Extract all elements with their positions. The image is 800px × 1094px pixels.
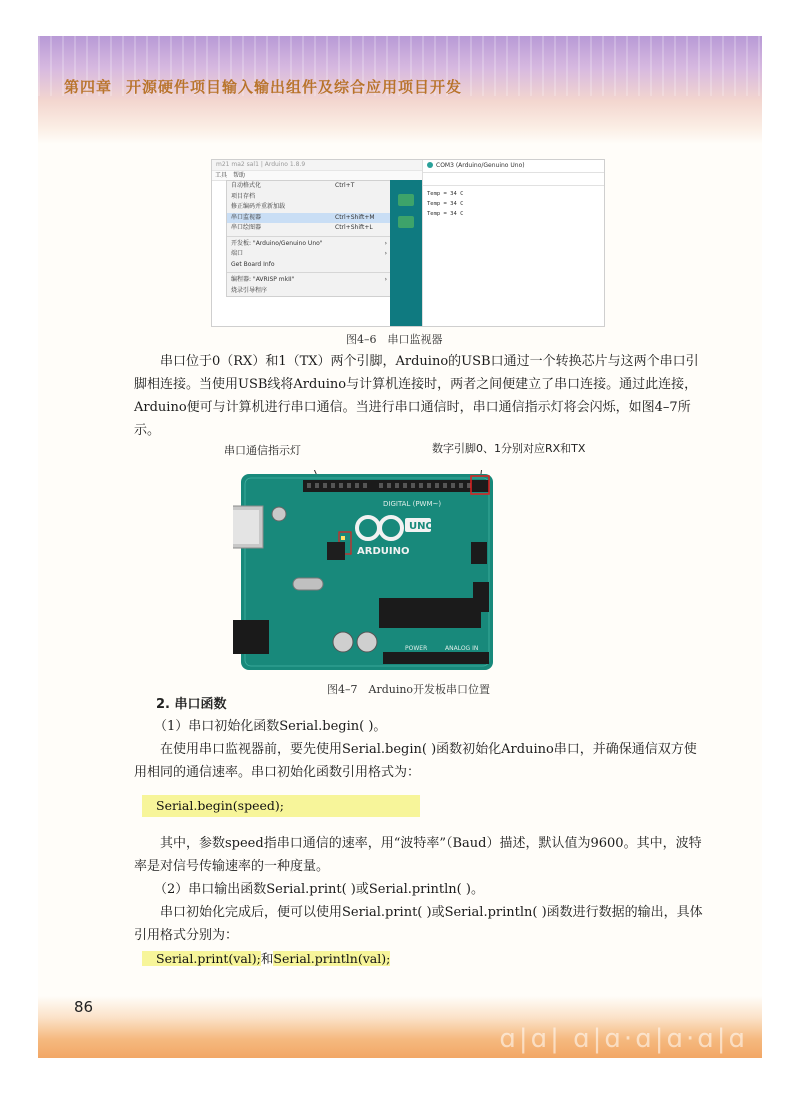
- item-heading: （2）串口输出函数Serial.print( )或Serial.println( )。: [154, 882, 484, 897]
- label-serial-led: 串口通信指示灯: [224, 444, 301, 457]
- arduino-uno-board: [233, 470, 501, 678]
- menu-item-label: Get Board Info: [231, 260, 275, 268]
- figure-4-7-caption: 图4–7 Arduino开发板串口位置: [327, 683, 491, 696]
- paragraph: 串口位于0（RX）和1（TX）两个引脚，Arduino的USB口通过一个转换芯片与这两个串口引脚相连接。当使用USB线将Arduino与计算机连接时，两者之间便建立了串口连接。通过此连接，Arduino便可与计算机进行串口通信。当进行串口通信时，串口通信指示灯将会闪烁，如图4–7所示。: [134, 354, 699, 438]
- running-header: [64, 76, 462, 97]
- menu-item-label: 开发板: "Arduino/Genuino Uno": [231, 239, 323, 247]
- dropdown-button[interactable]: [398, 216, 414, 228]
- paragraph: 在使用串口监视器前，要先使用Serial.begin( )函数初始化Arduino串口，并确保通信双方使用相同的通信速率。串口初始化函数引用格式为：: [134, 742, 697, 780]
- menu-help[interactable]: 帮助: [233, 172, 246, 179]
- menu-item-shortcut: Ctrl+Shift+L: [335, 224, 373, 231]
- serial-monitor-window: [423, 160, 604, 326]
- page-number: 86: [74, 998, 94, 1016]
- code-println: Serial.println(val);: [273, 951, 391, 966]
- page: [38, 36, 762, 1058]
- menu-item[interactable]: [227, 202, 391, 213]
- menu-item-label: 编程器: "AVRISP mkII": [231, 276, 295, 283]
- tools-dropdown-menu: [226, 180, 392, 297]
- paragraph: 串口初始化完成后，便可以使用Serial.print( )或Serial.println( )函数进行数据的输出，具体引用格式分别为：: [134, 905, 703, 943]
- section-heading: 2. 串口函数: [156, 697, 227, 712]
- menu-item-label: 自动格式化: [231, 182, 262, 189]
- board-digital-label: DIGITAL (PWM~): [383, 500, 442, 508]
- menu-item[interactable]: [227, 275, 391, 286]
- code-block: [142, 948, 391, 970]
- menu-tools[interactable]: 工具: [215, 172, 228, 179]
- monitor-line: Temp = 34 C: [427, 201, 464, 207]
- figure-4-6-caption: 图4–6 串口监视器: [346, 333, 443, 346]
- menu-item[interactable]: [227, 249, 391, 260]
- arduino-icon: [427, 162, 433, 168]
- submenu-arrow-icon: ›: [384, 250, 387, 257]
- menu-item-shortcut: Ctrl+T: [335, 182, 355, 189]
- menu-item-label: 修正编码并重新加载: [231, 203, 286, 210]
- menu-item[interactable]: [227, 223, 391, 234]
- label-rx-tx-pins: 数字引脚0、1分别对应RX和TX: [432, 442, 586, 455]
- serial-monitor-button[interactable]: [398, 194, 414, 206]
- menu-item[interactable]: [227, 181, 391, 192]
- footer-band: ɑ|ɑ| ɑ|ɑ·ɑ|ɑ·ɑ|ɑ: [38, 996, 762, 1058]
- item-heading: （1）串口初始化函数Serial.begin( )。: [154, 719, 387, 734]
- menu-item-label: 项目存档: [231, 192, 256, 200]
- board-analog-label: ANALOG IN: [445, 645, 479, 652]
- monitor-output: [423, 186, 604, 222]
- menu-item-label: 烧录引导程序: [231, 286, 268, 294]
- board-power-label: POWER: [405, 645, 428, 652]
- chapter-number: 第四章: [64, 78, 113, 96]
- chapter-title: 开源硬件项目输入输出组件及综合应用项目开发: [126, 78, 463, 96]
- code-joiner: 和: [260, 951, 274, 966]
- menu-separator: [227, 236, 391, 237]
- menu-item-shortcut: Ctrl+Shift+M: [335, 213, 375, 221]
- menu-item[interactable]: [227, 286, 391, 297]
- monitor-line: Temp = 34 C: [427, 191, 464, 197]
- menu-separator: [227, 272, 391, 273]
- monitor-title: COM3 (Arduino/Genuino Uno): [436, 162, 525, 169]
- menu-item[interactable]: [227, 192, 391, 203]
- menu-item-label: 串口监视器: [231, 213, 262, 221]
- menu-item[interactable]: [227, 239, 391, 250]
- monitor-line: Temp = 34 C: [427, 211, 464, 217]
- board-brand: ARDUINO: [357, 546, 410, 557]
- submenu-arrow-icon: ›: [384, 276, 387, 283]
- ide-title: m21 ma2 sal1 | Arduino 1.8.9: [212, 160, 422, 171]
- menu-item[interactable]: [227, 260, 391, 271]
- menu-item[interactable]: [227, 213, 391, 224]
- figure-serial-monitor: [211, 159, 605, 327]
- submenu-arrow-icon: ›: [384, 239, 387, 247]
- code-block: Serial.begin(speed);: [142, 795, 420, 817]
- board-model: UNO: [409, 521, 434, 532]
- code-print: Serial.print(val);: [142, 951, 261, 966]
- monitor-send-input[interactable]: [423, 173, 604, 186]
- menu-item-label: 端口: [231, 250, 244, 257]
- paragraph: 其中，参数speed指串口通信的速率，用“波特率”（Baud）描述，默认值为9600。其中，波特率是对信号传输速率的一种度量。: [134, 836, 702, 874]
- menu-item-label: 串口绘图器: [231, 224, 262, 231]
- ide-toolbar: [390, 180, 422, 326]
